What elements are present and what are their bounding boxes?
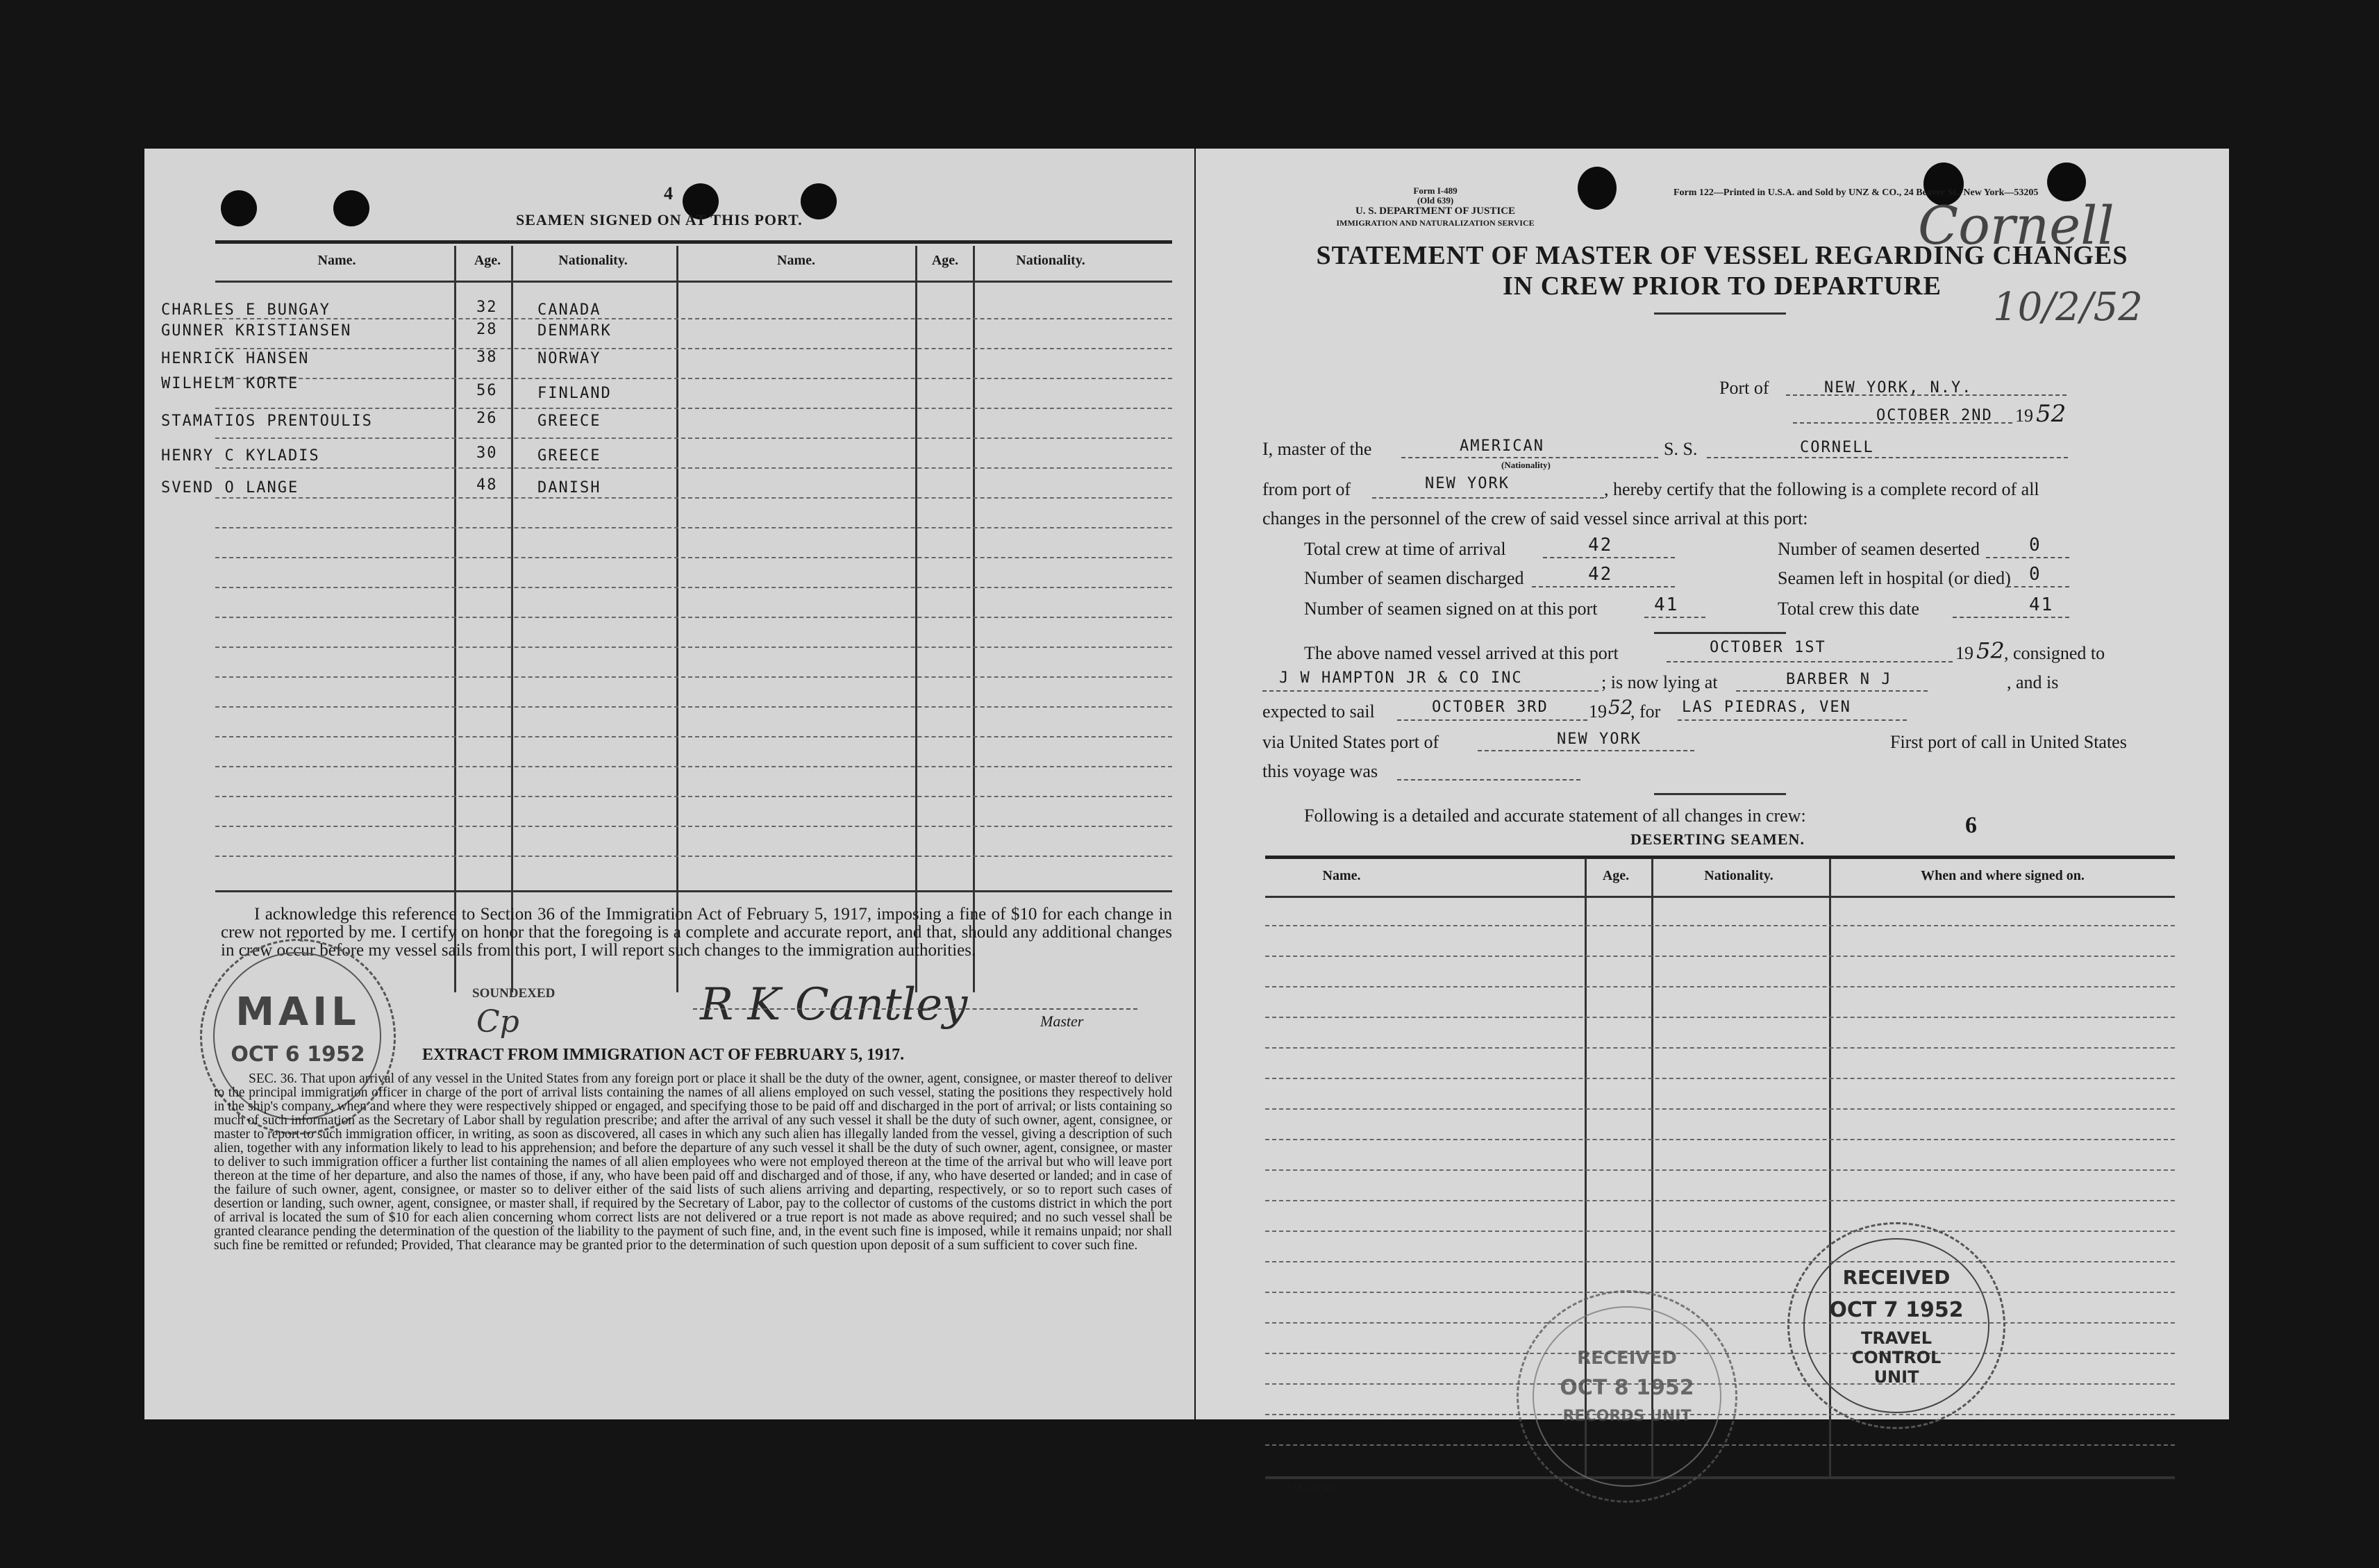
column-header-name: Name. — [777, 253, 815, 268]
arrived-label: The above named vessel arrived at this port — [1304, 643, 1619, 663]
row-line — [215, 378, 1172, 379]
row-line — [1265, 986, 2175, 987]
department: U. S. DEPARTMENT OF JUSTICE — [1355, 206, 1516, 217]
row-line — [1265, 956, 2175, 957]
column-header-nationality: Nationality. — [1704, 868, 1773, 883]
column-header-age: Age. — [931, 253, 959, 268]
form-title-2: IN CREW PRIOR TO DEPARTURE — [1502, 272, 1942, 301]
travel-stamp-unit: TRAVEL CONTROL UNIT — [1851, 1328, 1942, 1387]
seaman-age: 32 — [476, 299, 498, 316]
row-line — [215, 766, 1172, 767]
destination: LAS PIEDRAS, VEN — [1682, 699, 1851, 716]
seaman-nationality: DANISH — [537, 479, 601, 497]
master-signature: R K Cantley — [700, 979, 968, 1031]
column-header-nationality: Nationality. — [558, 253, 628, 268]
row-line — [1265, 1047, 2175, 1049]
row-line — [215, 826, 1172, 827]
acknowledgment-text: I acknowledge this reference to Section 36 of the Immigration Act of February 5, 1917, imposing a fine of $10 for each change in crew not reported by me. I certify on honor that the foregoing is a complete and accurate report, and that, should any additional changes in crew occur before my vessel sails from this port, I will report such changes to the immigration authorities. — [221, 905, 1172, 960]
handwritten-date: 10/2/52 — [1993, 285, 2143, 330]
right-page — [1196, 149, 2229, 1494]
seaman-nationality: FINLAND — [537, 385, 612, 402]
column-header-nationality: Nationality. — [1016, 253, 1085, 268]
header-rule — [215, 281, 1172, 283]
section-title: SEAMEN SIGNED ON AT THIS PORT. — [516, 211, 803, 228]
first-call-label: First port of call in United States — [1890, 732, 2127, 752]
seaman-nationality: NORWAY — [537, 350, 601, 367]
row-line — [1265, 1139, 2175, 1140]
column-header-name: Name. — [1322, 868, 1361, 883]
row-line — [215, 408, 1172, 409]
row-line — [1265, 1200, 2175, 1201]
column-header-age: Age. — [1602, 868, 1630, 883]
row-line — [215, 647, 1172, 648]
seaman-age: 38 — [476, 349, 498, 366]
stat-value: 41 — [2029, 594, 2054, 615]
seaman-name: GUNNER KRISTIANSEN — [161, 322, 352, 340]
row-line — [215, 318, 1172, 319]
stat-label: Total crew at time of arrival — [1304, 539, 1506, 559]
sail-year-prefix: 19 — [1589, 701, 1607, 722]
consigned-label: , consigned to — [2004, 643, 2105, 663]
row-line — [1265, 925, 2175, 926]
punch-hole — [801, 183, 837, 219]
stat-value: 42 — [1588, 564, 1613, 585]
row-line — [1265, 1292, 2175, 1293]
table-top-rule — [215, 240, 1172, 244]
stat-value: 41 — [1654, 594, 1679, 615]
records-stamp-word: RECEIVED — [1577, 1348, 1677, 1369]
master-of-label: I, master of the — [1262, 439, 1372, 459]
port-of-value: NEW YORK, N.Y. — [1824, 379, 1973, 397]
row-line — [1265, 1322, 2175, 1324]
punch-hole — [221, 190, 257, 226]
title-rule — [1654, 312, 1786, 315]
form-id: Form I-489 — [1413, 185, 1458, 196]
arrived-year: 52 — [1976, 637, 2005, 664]
and-is: , and is — [2007, 672, 2059, 692]
page-number: 4 — [664, 183, 673, 203]
stat-value: 0 — [2029, 564, 2042, 585]
row-line — [215, 676, 1172, 678]
lying-label: ; is now lying at — [1601, 672, 1718, 692]
form-old: (Old 639) — [1417, 195, 1454, 206]
row-line — [215, 856, 1172, 857]
mail-stamp-word: MAIL — [235, 990, 360, 1035]
row-line — [1265, 1169, 2175, 1171]
page-number: 6 — [1965, 812, 1977, 838]
consignee: J W HAMPTON JR & CO INC — [1279, 669, 1523, 687]
footer-code: 16—17387 — [1293, 1483, 1337, 1494]
row-line — [1265, 1108, 2175, 1110]
row-line — [215, 348, 1172, 349]
mail-stamp-date: OCT 6 1952 — [231, 1042, 365, 1067]
port-of-label: Port of — [1719, 378, 1769, 398]
changes-text: changes in the personnel of the crew of said vessel since arrival at this port: — [1262, 508, 1808, 528]
service: IMMIGRATION AND NATURALIZATION SERVICE — [1336, 218, 1535, 228]
row-line — [215, 557, 1172, 558]
records-unit-stamp — [1517, 1290, 1737, 1503]
signature-line — [693, 1008, 1137, 1010]
nationality-caption: (Nationality) — [1501, 460, 1551, 470]
via-port: NEW YORK — [1557, 731, 1642, 748]
from-port-label: from port of — [1262, 479, 1351, 499]
from-port-value: NEW YORK — [1425, 475, 1510, 492]
nationality-value: AMERICAN — [1460, 437, 1544, 455]
date-value: OCTOBER 2ND — [1876, 407, 1993, 424]
certify-text: , hereby certify that the following is a complete record of all — [1604, 479, 2039, 499]
sail-label: expected to sail — [1262, 701, 1375, 722]
row-line — [215, 736, 1172, 737]
seaman-nationality: CANADA — [537, 301, 601, 319]
seaman-nationality: GREECE — [537, 412, 601, 430]
row-line — [1265, 1231, 2175, 1232]
seaman-age: 26 — [476, 410, 498, 427]
following-text: Following is a detailed and accurate statement of all changes in crew: — [1304, 806, 1806, 826]
stat-label: Number of seamen signed on at this port — [1304, 599, 1598, 619]
seaman-name: HENRICK HANSEN — [161, 350, 310, 367]
extract-text: SEC. 36. That upon arrival of any vessel in the United States from any foreign port or place it shall be the duty of the owner, agent, consignee, or master thereof to deliver to the principal immigration officer in charge of the port of arrival lists containing the names of all aliens employed on such vessel, stating the positions they respectively hold in the ship's company, when and where they were respectively shipped or engaged, and specifying those to be paid off and discharged in the port of arrival; or lists containing so much of such information as the Secretary of Labor shall by regulation prescribe; and after the arrival of any such vessel it shall be the duty of such owner, agent, consignee, or master to report to such immigration officer, in writing, as soon as discovered, all cases in which any such alien has illegally landed from the vessel, giving a description of such alien, together with any information likely to lead to his apprehension; and before the departure of any such vessel it shall be the duty of such owner, agent, consignee, or master to deliver to such immigration officer a further list containing the names of all alien employees who were not employed thereon at the time of the arrival but who will leave port thereon at the time of her departure, and also the names of those, if any, who have been paid off and discharged and of those, if any, who have deserted or landed; and in case of the failure of such owner, agent, consignee, or master so to deliver either of the said lists of such aliens arriving and departing, respectively, or so to report such cases of desertion or landing, such owner, agent, consignee, or master shall, if required by the Secretary of Labor, pay to the collector of customs of the customs district in which the port of arrival is located the sum of $10 for each alien concerning whom correct lists are not delivered or a true report is not made as above required; and no such vessel shall be granted clearance pending the determination of the question of the liability to the payment of such fine, and, in the event such fine is imposed, while it remains unpaid; nor shall such fine be remitted or refunded; Provided, That clearance may be granted prior to the determination of such question upon deposit of a sum sufficient to cover such fine. — [214, 1071, 1172, 1253]
lying-at: BARBER N J — [1786, 671, 1892, 688]
initials: Cp — [476, 1004, 519, 1040]
form-header — [1355, 186, 1515, 206]
row-line — [215, 467, 1172, 469]
row-line — [215, 617, 1172, 618]
stat-label: Seamen left in hospital (or died) — [1778, 568, 2011, 588]
row-line — [1265, 1261, 2175, 1262]
handwritten-ship: Cornell — [1918, 194, 2114, 256]
voyage-label: this voyage was — [1262, 761, 1378, 781]
sail-date: OCTOBER 3RD — [1432, 699, 1549, 716]
stat-label: Total crew this date — [1778, 599, 1919, 619]
row-line — [215, 706, 1172, 708]
stat-value: 42 — [1588, 535, 1613, 556]
soundexed-stamp: SOUNDEXED — [472, 986, 556, 1001]
stat-label: Number of seamen discharged — [1304, 568, 1524, 588]
seaman-name: SVEND O LANGE — [161, 479, 299, 497]
records-stamp-unit: RECORDS UNIT — [1562, 1408, 1692, 1425]
sail-year: 52 — [1608, 696, 1633, 719]
row-line — [215, 796, 1172, 797]
column-header-signed-on: When and where signed on. — [1921, 868, 2085, 883]
year-value: 52 — [2036, 400, 2067, 428]
deserting-title: DESERTING SEAMEN. — [1630, 831, 1805, 848]
row-line — [1265, 1078, 2175, 1079]
records-stamp-date: OCT 8 1952 — [1560, 1376, 1694, 1400]
seaman-age: 48 — [476, 476, 498, 494]
year-prefix: 19 — [2015, 406, 2033, 426]
seaman-name: CHARLES E BUNGAY — [161, 301, 331, 319]
row-line — [1265, 1017, 2175, 1018]
seaman-nationality: GREECE — [537, 447, 601, 465]
left-page — [144, 149, 1194, 1419]
seaman-name: STAMATIOS PRENTOULIS — [161, 412, 373, 430]
row-line — [215, 527, 1172, 528]
table-bottom-rule — [215, 890, 1172, 892]
seaman-age: 56 — [476, 382, 498, 399]
stat-value: 0 — [2029, 535, 2042, 556]
for-label: , for — [1630, 701, 1661, 722]
row-line — [215, 437, 1172, 439]
seaman-name: HENRY C KYLADIS — [161, 447, 320, 465]
printer-line: Form 122—Printed in U.S.A. and Sold by UNZ & CO., 24 Beaver St., New York—53205 — [1673, 187, 2039, 198]
seaman-nationality: DENMARK — [537, 322, 612, 340]
master-label: Master — [1040, 1012, 1084, 1030]
row-line — [215, 497, 1172, 499]
ship-name: CORNELL — [1800, 439, 1874, 456]
via-label: via United States port of — [1262, 732, 1439, 752]
seaman-name: WILHELM KORTE — [161, 375, 299, 392]
punch-hole — [333, 190, 369, 226]
column-header-age: Age. — [474, 253, 501, 268]
travel-control-stamp — [1787, 1222, 2005, 1429]
punch-hole — [1578, 167, 1617, 210]
seaman-age: 28 — [476, 321, 498, 338]
travel-stamp-word: RECEIVED — [1842, 1266, 1951, 1289]
ss-label: S. S. — [1664, 439, 1698, 459]
form-title: STATEMENT OF MASTER OF VESSEL REGARDING CHANGES — [1316, 241, 2128, 270]
extract-title: EXTRACT FROM IMMIGRATION ACT OF FEBRUARY 5, 1917. — [422, 1046, 905, 1064]
travel-stamp-date: OCT 7 1952 — [1829, 1298, 1964, 1322]
arrived-date: OCTOBER 1ST — [1710, 639, 1826, 656]
arrived-year-prefix: 19 — [1955, 643, 1973, 663]
stat-label: Number of seamen deserted — [1778, 539, 1980, 559]
row-line — [215, 587, 1172, 588]
column-header-name: Name. — [317, 253, 356, 268]
seaman-age: 30 — [476, 444, 498, 462]
